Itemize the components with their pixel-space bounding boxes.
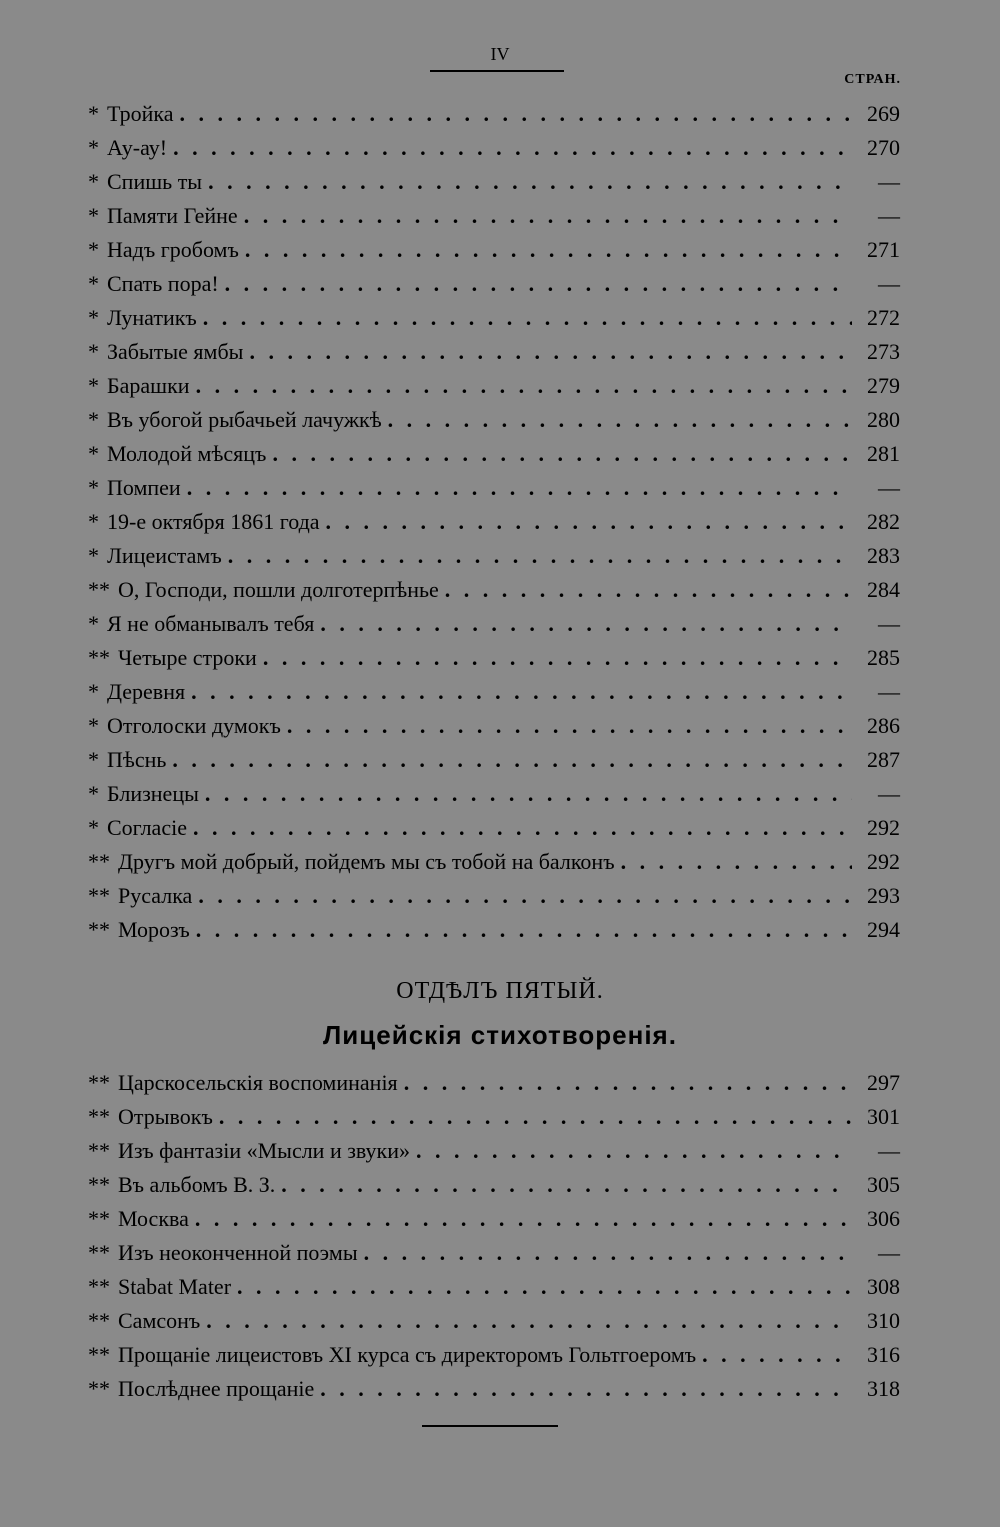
toc-leader-dots [173,131,852,165]
toc-leader-dots [180,97,853,131]
toc-entry-page: 294 [867,917,900,942]
toc-entry-title: Тройка [107,101,174,126]
toc-entry-marker: * [88,101,99,126]
toc-entry-marker: * [88,713,99,738]
toc-entry-marker: * [88,781,99,806]
toc-entry [88,641,900,675]
toc-leader-dots [172,743,852,777]
toc-leader-dots [621,845,852,879]
toc-entry [88,233,900,267]
toc-leader-dots [249,335,852,369]
toc-entry-page: 279 [867,373,900,398]
toc-entry-title: Самсонъ [118,1308,201,1333]
toc-entry-page: — [878,475,900,500]
toc-entry-title: Надъ гробомъ [107,237,239,262]
toc-leader-dots [198,879,852,913]
toc-entry [88,335,900,369]
toc-entry-title: Лунатикъ [107,305,197,330]
toc-entry [88,199,900,233]
toc-leader-dots [416,1134,852,1168]
toc-entry-title: Деревня [107,679,186,704]
toc-entry-marker: ** [88,645,110,670]
toc-entry-title: Москва [118,1206,189,1231]
toc-entry [88,301,900,335]
toc-entry-title: Спать пора! [107,271,219,296]
toc-entry-title: Лицеистамъ [107,543,222,568]
toc-leader-dots [195,1202,852,1236]
toc-list-part2 [88,1066,900,1406]
toc-leader-dots [191,675,852,709]
toc-entry-title: Ау-ау! [107,135,168,160]
toc-entry [88,1202,900,1236]
toc-entry-marker: * [88,305,99,330]
toc-entry-marker: ** [88,1308,110,1333]
toc-entry-marker: ** [88,883,110,908]
toc-entry [88,1338,900,1372]
toc-entry-marker: * [88,271,99,296]
toc-entry-marker: ** [88,1240,110,1265]
toc-entry [88,607,900,641]
toc-entry [88,1134,900,1168]
toc-entry [88,165,900,199]
toc-entry-page: 297 [867,1070,900,1095]
toc-entry-page: 280 [867,407,900,432]
toc-entry-title: Отрывокъ [118,1104,213,1129]
toc-entry-page: 284 [867,577,900,602]
toc-entry [88,1304,900,1338]
toc-entry-page: 281 [867,441,900,466]
toc-entry-marker: * [88,169,99,194]
toc-entry-marker: ** [88,917,110,942]
toc-leader-dots [388,403,852,437]
toc-entry-page: 272 [867,305,900,330]
toc-entry-marker: * [88,747,99,772]
toc-entry [88,131,900,165]
toc-entry-page: 271 [867,237,900,262]
toc-entry-page: — [878,1138,900,1163]
toc-leader-dots [187,471,852,505]
toc-entry-page: 283 [867,543,900,568]
toc-leader-dots [237,1270,852,1304]
toc-entry-page: — [878,781,900,806]
toc-entry-marker: * [88,407,99,432]
header-rule [430,70,564,72]
toc-leader-dots [208,165,852,199]
toc-leader-dots [206,1304,852,1338]
toc-leader-dots [364,1236,852,1270]
toc-leader-dots [193,811,852,845]
toc-entry-page: 318 [867,1376,900,1401]
section-heading: ОТДѢЛЪ ПЯТЫЙ. [396,978,604,1004]
toc-entry-title: Послѣднее прощаніе [118,1376,315,1401]
toc-entry-page: 306 [867,1206,900,1231]
toc-leader-dots [245,233,852,267]
toc-entry-title: Морозъ [118,917,190,942]
toc-entry-title: Въ альбомъ В. З. [118,1172,276,1197]
toc-entry-page: 310 [867,1308,900,1333]
toc-entry-page: 316 [867,1342,900,1367]
toc-entry-marker: * [88,203,99,228]
toc-entry-page: — [878,169,900,194]
toc-entry-title: 19-е октября 1861 года [107,509,320,534]
toc-entry-marker: * [88,441,99,466]
toc-entry-marker: ** [88,1206,110,1231]
toc-entry [88,1066,900,1100]
section-subheading: Лицейскія стихотворенія. [323,1020,677,1050]
toc-entry-marker: * [88,509,99,534]
toc-entry-page: — [878,271,900,296]
toc-entry-title: Я не обманывалъ тебя [107,611,315,636]
toc-entry [88,675,900,709]
toc-leader-dots [203,301,852,335]
toc-entry-marker: ** [88,577,110,602]
toc-entry-title: Забытые ямбы [107,339,244,364]
toc-entry-marker: ** [88,1342,110,1367]
toc-entry-page: 282 [867,509,900,534]
toc-entry-title: Русалка [118,883,193,908]
toc-leader-dots [196,913,852,947]
page-number: IV [490,44,510,64]
toc-entry-marker: ** [88,1274,110,1299]
toc-entry-title: Отголоски думокъ [107,713,281,738]
toc-entry-title: Въ убогой рыбачьей лачужкѣ [107,407,382,432]
toc-entry [88,1372,900,1406]
toc-entry [88,97,900,131]
toc-entry-title: Stabat Mater [118,1274,232,1299]
toc-entry-page: 270 [867,135,900,160]
toc-entry-marker: * [88,543,99,568]
toc-entry-title: Царскосельскія воспоминанія [118,1070,398,1095]
toc-leader-dots [225,267,852,301]
toc-entry [88,743,900,777]
toc-leader-dots [320,607,852,641]
toc-leader-dots [326,505,852,539]
toc-entry-marker: ** [88,849,110,874]
toc-leader-dots [205,777,852,811]
toc-leader-dots [287,709,852,743]
toc-entry [88,1270,900,1304]
toc-leader-dots [272,437,852,471]
toc-entry-marker: * [88,373,99,398]
toc-entry-title: Согласіе [107,815,187,840]
toc-entry [88,573,900,607]
toc-entry-title: Помпеи [107,475,181,500]
toc-entry-marker: * [88,135,99,160]
toc-entry-page: — [878,679,900,704]
page-column-label: СТРАН. [844,72,901,87]
toc-entry-title: Близнецы [107,781,199,806]
toc-entry-page: 287 [867,747,900,772]
toc-entry-title: Другъ мой добрый, пойдемъ мы съ тобой на балконъ [118,849,615,874]
toc-entry [88,709,900,743]
toc-entry-title: Четыре строки [118,645,257,670]
toc-entry-page: 286 [867,713,900,738]
toc-entry [88,845,900,879]
toc-entry [88,267,900,301]
toc-entry-page: 301 [867,1104,900,1129]
toc-entry-title: О, Господи, пошли долготерпѣнье [118,577,439,602]
toc-entry [88,777,900,811]
toc-entry [88,539,900,573]
toc-entry [88,1168,900,1202]
toc-entry [88,811,900,845]
toc-entry-page: 292 [867,815,900,840]
toc-entry-marker: ** [88,1172,110,1197]
toc-entry-page: — [878,611,900,636]
toc-entry-marker: ** [88,1138,110,1163]
toc-entry [88,437,900,471]
toc-entry-page: — [878,1240,900,1265]
toc-entry-title: Памяти Гейне [107,203,238,228]
toc-entry [88,369,900,403]
toc-entry [88,913,900,947]
toc-leader-dots [404,1066,852,1100]
toc-entry-marker: ** [88,1070,110,1095]
toc-entry-title: Молодой мѣсяцъ [107,441,267,466]
toc-entry-page: 273 [867,339,900,364]
toc-list-part1 [88,97,900,947]
toc-leader-dots [244,199,852,233]
toc-entry-marker: * [88,679,99,704]
toc-leader-dots [445,573,852,607]
toc-entry [88,471,900,505]
toc-entry [88,1236,900,1270]
toc-entry-page: 292 [867,849,900,874]
toc-leader-dots [263,641,852,675]
toc-entry-page: 305 [867,1172,900,1197]
toc-entry-title: Пѣснь [107,747,167,772]
footer-rule [422,1425,558,1427]
toc-entry-page: 269 [867,101,900,126]
toc-entry-title: Изъ неоконченной поэмы [118,1240,358,1265]
toc-entry-marker: * [88,339,99,364]
toc-leader-dots [196,369,852,403]
toc-entry-marker: ** [88,1104,110,1129]
toc-leader-dots [702,1338,852,1372]
toc-entry-page: 285 [867,645,900,670]
toc-entry [88,879,900,913]
toc-leader-dots [219,1100,852,1134]
toc-entry-title: Прощаніе лицеистовъ XI курса съ директоромъ Гольтгоеромъ [118,1342,697,1367]
toc-entry-marker: ** [88,1376,110,1401]
toc-entry-marker: * [88,611,99,636]
toc-entry-page: 308 [867,1274,900,1299]
toc-leader-dots [320,1372,852,1406]
toc-leader-dots [228,539,852,573]
toc-entry-marker: * [88,475,99,500]
toc-entry-title: Барашки [107,373,190,398]
toc-entry [88,403,900,437]
toc-leader-dots [281,1168,852,1202]
toc-entry [88,1100,900,1134]
toc-entry-page: — [878,203,900,228]
toc-entry-marker: * [88,815,99,840]
toc-entry-title: Изъ фантазіи «Мысли и звуки» [118,1138,411,1163]
toc-entry-title: Спишь ты [107,169,203,194]
toc-entry [88,505,900,539]
toc-entry-page: 293 [867,883,900,908]
toc-entry-marker: * [88,237,99,262]
